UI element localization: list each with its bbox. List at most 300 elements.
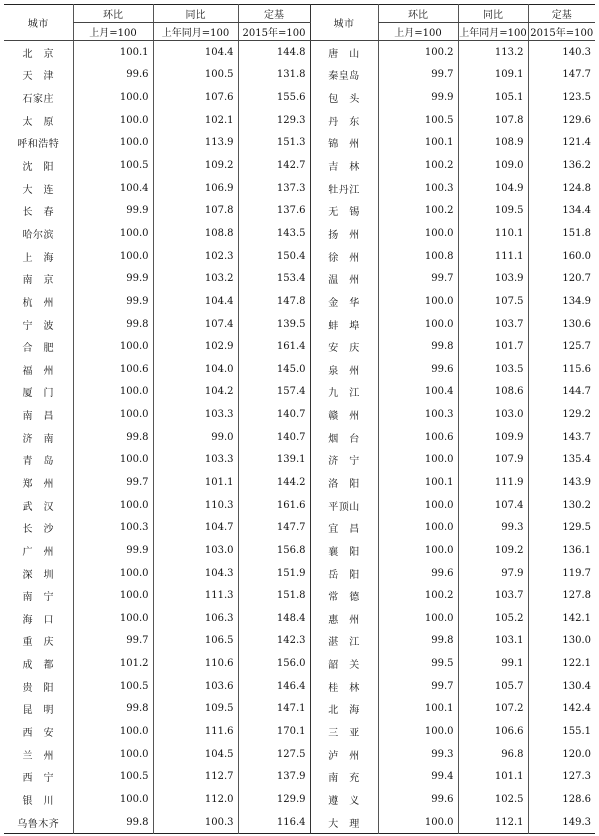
cell-mom-left: 100.0 (73, 109, 153, 132)
cell-city-right: 温 州 (310, 267, 378, 290)
cell-city-right: 襄 阳 (310, 539, 378, 562)
header-base-sub-left: 2015年=100 (238, 23, 310, 41)
cell-city-left: 太 原 (22, 116, 54, 128)
cell-city-left: 合 肥 (22, 343, 54, 355)
cell-mom-left: 100.0 (73, 449, 153, 472)
cell-yoy-left: 111.6 (153, 720, 238, 743)
cell-base-left: 137.9 (238, 766, 310, 789)
cell-mom-right: 100.3 (378, 403, 458, 426)
cell-yoy-right: 105.2 (458, 607, 528, 630)
cell-base-left: 151.3 (238, 132, 310, 155)
cell-base-right: 142.4 (528, 698, 595, 721)
cell-yoy-left: 103.3 (153, 403, 238, 426)
cell-mom-left: 100.0 (73, 788, 153, 811)
cell-base-right: 130.6 (528, 313, 595, 336)
cell-yoy-right: 111.1 (458, 245, 528, 268)
cell-mom-left: 99.9 (73, 267, 153, 290)
cell-city-left: 宁 波 (22, 320, 54, 332)
cell-city-left: 长 沙 (22, 524, 54, 536)
cell-city-left: 哈尔滨 (22, 229, 54, 241)
cell-base-right: 127.3 (528, 766, 595, 789)
table-row (4, 381, 595, 404)
cell-mom-left: 100.4 (73, 177, 153, 200)
cell-base-right: 151.8 (528, 222, 595, 245)
cell-base-right: 143.7 (528, 426, 595, 449)
cell-mom-left: 101.2 (73, 652, 153, 675)
cell-mom-left: 100.0 (73, 403, 153, 426)
cell-city-right: 安 庆 (310, 335, 378, 358)
header-base-right: 定基 (528, 5, 595, 23)
cell-yoy-left: 103.0 (153, 539, 238, 562)
table-row (4, 607, 595, 630)
cell-yoy-left: 104.4 (153, 290, 238, 313)
table-row (4, 562, 595, 585)
cell-city-right: 无 锡 (310, 199, 378, 222)
cell-yoy-right: 110.1 (458, 222, 528, 245)
cell-yoy-right: 109.9 (458, 426, 528, 449)
cell-mom-left: 99.8 (73, 698, 153, 721)
cell-city-left: 海 口 (22, 614, 54, 626)
cell-city-right: 九 江 (310, 381, 378, 404)
cell-mom-left: 100.0 (73, 245, 153, 268)
cell-mom-left: 100.5 (73, 154, 153, 177)
table-row (4, 86, 595, 109)
header-row-sub (4, 23, 595, 41)
cell-yoy-right: 112.1 (458, 811, 528, 834)
cell-city-right: 烟 台 (310, 426, 378, 449)
cell-mom-right: 100.0 (378, 720, 458, 743)
cell-yoy-right: 107.8 (458, 109, 528, 132)
cell-base-right: 120.0 (528, 743, 595, 766)
cell-mom-right: 100.3 (378, 177, 458, 200)
table-row (4, 177, 595, 200)
price-index-table (4, 4, 595, 834)
cell-mom-right: 100.0 (378, 222, 458, 245)
cell-base-right: 143.9 (528, 471, 595, 494)
cell-yoy-right: 99.3 (458, 516, 528, 539)
cell-city-left: 武 汉 (22, 501, 54, 513)
cell-city-left: 杭 州 (22, 297, 54, 309)
cell-city-left: 银 川 (22, 795, 54, 807)
cell-yoy-right: 109.5 (458, 199, 528, 222)
cell-mom-left: 99.9 (73, 199, 153, 222)
cell-mom-right: 99.8 (378, 335, 458, 358)
cell-yoy-left: 110.6 (153, 652, 238, 675)
cell-base-left: 139.1 (238, 449, 310, 472)
cell-yoy-left: 104.7 (153, 516, 238, 539)
cell-mom-right: 100.0 (378, 539, 458, 562)
cell-yoy-right: 102.5 (458, 788, 528, 811)
cell-base-left: 155.6 (238, 86, 310, 109)
cell-yoy-left: 111.3 (153, 584, 238, 607)
cell-mom-left: 100.0 (73, 222, 153, 245)
cell-city-left: 南 京 (22, 275, 54, 287)
cell-mom-left: 100.3 (73, 516, 153, 539)
cell-city-left: 济 南 (22, 433, 54, 445)
cell-mom-left: 100.0 (73, 132, 153, 155)
header-city-right: 城市 (310, 5, 378, 41)
cell-yoy-right: 103.5 (458, 358, 528, 381)
cell-mom-right: 100.5 (378, 109, 458, 132)
cell-mom-left: 100.0 (73, 607, 153, 630)
cell-yoy-right: 97.9 (458, 562, 528, 585)
cell-base-left: 145.0 (238, 358, 310, 381)
cell-base-right: 129.6 (528, 109, 595, 132)
cell-mom-left: 100.0 (73, 562, 153, 585)
cell-yoy-right: 108.6 (458, 381, 528, 404)
cell-mom-left: 100.0 (73, 86, 153, 109)
cell-mom-left: 100.0 (73, 494, 153, 517)
cell-city-left: 上 海 (22, 252, 54, 264)
cell-base-right: 130.2 (528, 494, 595, 517)
table-row (4, 426, 595, 449)
cell-city-right: 常 德 (310, 584, 378, 607)
cell-base-right: 129.5 (528, 516, 595, 539)
cell-city-right: 惠 州 (310, 607, 378, 630)
cell-mom-right: 100.0 (378, 494, 458, 517)
cell-mom-right: 100.6 (378, 426, 458, 449)
cell-yoy-right: 103.7 (458, 584, 528, 607)
cell-city-left: 厦 门 (22, 388, 54, 400)
cell-base-left: 139.5 (238, 313, 310, 336)
cell-yoy-left: 104.2 (153, 381, 238, 404)
cell-yoy-right: 106.6 (458, 720, 528, 743)
table-row (4, 698, 595, 721)
cell-base-right: 142.1 (528, 607, 595, 630)
cell-city-right: 岳 阳 (310, 562, 378, 585)
cell-yoy-right: 104.9 (458, 177, 528, 200)
cell-base-right: 129.2 (528, 403, 595, 426)
table-row (4, 630, 595, 653)
cell-mom-left: 100.5 (73, 766, 153, 789)
cell-mom-right: 100.0 (378, 290, 458, 313)
cell-yoy-left: 106.9 (153, 177, 238, 200)
cell-mom-right: 99.7 (378, 64, 458, 87)
table-row (4, 449, 595, 472)
header-city-left: 城市 (4, 5, 73, 41)
table-row (4, 335, 595, 358)
cell-yoy-right: 105.1 (458, 86, 528, 109)
cell-mom-right: 100.2 (378, 154, 458, 177)
cell-yoy-left: 108.8 (153, 222, 238, 245)
header-mom-right: 环比 (378, 5, 458, 23)
price-index-table-container (4, 4, 595, 834)
cell-yoy-right: 107.9 (458, 449, 528, 472)
cell-city-right: 大 理 (310, 811, 378, 834)
cell-base-left: 129.3 (238, 109, 310, 132)
cell-base-right: 160.0 (528, 245, 595, 268)
cell-city-left: 石家庄 (22, 94, 54, 106)
cell-base-right: 123.5 (528, 86, 595, 109)
cell-city-left: 沈 阳 (22, 162, 54, 174)
cell-mom-right: 100.0 (378, 313, 458, 336)
cell-city-left: 兰 州 (22, 750, 54, 762)
cell-city-right: 徐 州 (310, 245, 378, 268)
cell-mom-left: 100.5 (73, 675, 153, 698)
header-mom-sub-left: 上月=100 (73, 23, 153, 41)
cell-base-right: 124.8 (528, 177, 595, 200)
cell-city-right: 丹 东 (310, 109, 378, 132)
cell-city-left: 天 津 (22, 71, 54, 83)
cell-yoy-left: 103.2 (153, 267, 238, 290)
cell-mom-right: 100.2 (378, 41, 458, 64)
table-row (4, 516, 595, 539)
table-row (4, 199, 595, 222)
table-row (4, 403, 595, 426)
cell-yoy-left: 106.3 (153, 607, 238, 630)
cell-city-left: 深 圳 (22, 569, 54, 581)
cell-base-left: 147.7 (238, 516, 310, 539)
header-mom-sub-right: 上月=100 (378, 23, 458, 41)
table-row (4, 222, 595, 245)
cell-yoy-right: 99.1 (458, 652, 528, 675)
header-yoy-left: 同比 (153, 5, 238, 23)
header-yoy-sub-right: 上年同月=100 (458, 23, 528, 41)
cell-base-left: 142.7 (238, 154, 310, 177)
cell-mom-right: 100.1 (378, 132, 458, 155)
cell-city-right: 泉 州 (310, 358, 378, 381)
cell-base-left: 137.6 (238, 199, 310, 222)
cell-mom-left: 99.8 (73, 426, 153, 449)
cell-base-left: 146.4 (238, 675, 310, 698)
table-row (4, 584, 595, 607)
cell-mom-right: 99.6 (378, 562, 458, 585)
cell-mom-right: 100.0 (378, 811, 458, 834)
cell-base-left: 156.0 (238, 652, 310, 675)
cell-mom-right: 100.2 (378, 584, 458, 607)
cell-mom-right: 99.8 (378, 630, 458, 653)
cell-yoy-left: 103.6 (153, 675, 238, 698)
cell-yoy-left: 107.6 (153, 86, 238, 109)
cell-yoy-left: 104.3 (153, 562, 238, 585)
table-row (4, 788, 595, 811)
table-row (4, 471, 595, 494)
cell-yoy-left: 103.3 (153, 449, 238, 472)
cell-city-right: 金 华 (310, 290, 378, 313)
cell-base-left: 150.4 (238, 245, 310, 268)
cell-city-right: 洛 阳 (310, 471, 378, 494)
cell-yoy-left: 100.3 (153, 811, 238, 834)
cell-mom-left: 99.8 (73, 811, 153, 834)
header-yoy-right: 同比 (458, 5, 528, 23)
cell-base-right: 122.1 (528, 652, 595, 675)
cell-city-left: 长 春 (22, 207, 54, 219)
cell-city-left: 南 宁 (22, 592, 54, 604)
cell-city-left: 青 岛 (22, 456, 54, 468)
table-row (4, 494, 595, 517)
table-row (4, 358, 595, 381)
cell-mom-right: 99.5 (378, 652, 458, 675)
cell-yoy-right: 107.5 (458, 290, 528, 313)
table-row (4, 154, 595, 177)
cell-city-left: 乌鲁木齐 (17, 818, 60, 830)
cell-city-right: 平顶山 (310, 494, 378, 517)
cell-base-right: 121.4 (528, 132, 595, 155)
cell-base-right: 147.7 (528, 64, 595, 87)
header-yoy-sub-left: 上年同月=100 (153, 23, 238, 41)
cell-mom-right: 100.1 (378, 698, 458, 721)
table-row (4, 652, 595, 675)
cell-base-left: 147.1 (238, 698, 310, 721)
cell-base-left: 161.4 (238, 335, 310, 358)
cell-base-left: 161.6 (238, 494, 310, 517)
cell-yoy-right: 105.7 (458, 675, 528, 698)
table-row (4, 132, 595, 155)
cell-mom-left: 99.9 (73, 290, 153, 313)
table-row (4, 811, 595, 834)
cell-yoy-left: 112.0 (153, 788, 238, 811)
cell-city-right: 桂 林 (310, 675, 378, 698)
cell-mom-left: 100.6 (73, 358, 153, 381)
cell-yoy-left: 110.3 (153, 494, 238, 517)
cell-base-left: 127.5 (238, 743, 310, 766)
cell-base-right: 149.3 (528, 811, 595, 834)
cell-city-left: 昆 明 (22, 705, 54, 717)
cell-yoy-right: 113.2 (458, 41, 528, 64)
cell-yoy-right: 107.4 (458, 494, 528, 517)
cell-base-left: 144.8 (238, 41, 310, 64)
cell-mom-left: 100.0 (73, 335, 153, 358)
header-base-sub-right: 2015年=100 (528, 23, 595, 41)
table-row (4, 64, 595, 87)
cell-yoy-left: 107.4 (153, 313, 238, 336)
cell-yoy-left: 109.2 (153, 154, 238, 177)
cell-mom-left: 99.6 (73, 64, 153, 87)
cell-base-right: 119.7 (528, 562, 595, 585)
cell-base-right: 128.6 (528, 788, 595, 811)
table-row (4, 290, 595, 313)
cell-base-right: 115.6 (528, 358, 595, 381)
cell-base-left: 142.3 (238, 630, 310, 653)
cell-mom-right: 100.1 (378, 471, 458, 494)
cell-base-left: 131.8 (238, 64, 310, 87)
cell-yoy-right: 103.9 (458, 267, 528, 290)
cell-yoy-right: 103.1 (458, 630, 528, 653)
table-row (4, 720, 595, 743)
cell-yoy-right: 109.0 (458, 154, 528, 177)
table-row (4, 743, 595, 766)
cell-yoy-right: 101.7 (458, 335, 528, 358)
cell-base-left: 140.7 (238, 426, 310, 449)
cell-base-left: 170.1 (238, 720, 310, 743)
cell-city-left: 西 宁 (22, 773, 54, 785)
cell-mom-right: 99.6 (378, 788, 458, 811)
cell-yoy-left: 100.5 (153, 64, 238, 87)
cell-base-left: 153.4 (238, 267, 310, 290)
cell-city-right: 泸 州 (310, 743, 378, 766)
cell-city-right: 遵 义 (310, 788, 378, 811)
cell-base-left: 116.4 (238, 811, 310, 834)
cell-city-left: 郑 州 (22, 478, 54, 490)
table-row (4, 766, 595, 789)
cell-yoy-right: 107.2 (458, 698, 528, 721)
cell-yoy-left: 113.9 (153, 132, 238, 155)
cell-base-left: 151.9 (238, 562, 310, 585)
cell-mom-left: 100.1 (73, 41, 153, 64)
cell-base-left: 151.8 (238, 584, 310, 607)
table-row (4, 41, 595, 64)
cell-base-left: 144.2 (238, 471, 310, 494)
cell-base-right: 155.1 (528, 720, 595, 743)
cell-city-right: 南 充 (310, 766, 378, 789)
cell-base-right: 136.2 (528, 154, 595, 177)
cell-city-right: 韶 关 (310, 652, 378, 675)
cell-mom-left: 99.7 (73, 471, 153, 494)
cell-yoy-right: 103.0 (458, 403, 528, 426)
cell-mom-right: 99.3 (378, 743, 458, 766)
cell-base-left: 148.4 (238, 607, 310, 630)
cell-city-right: 宜 昌 (310, 516, 378, 539)
table-row (4, 675, 595, 698)
cell-mom-left: 99.9 (73, 539, 153, 562)
cell-mom-left: 99.7 (73, 630, 153, 653)
cell-yoy-right: 101.1 (458, 766, 528, 789)
cell-base-left: 143.5 (238, 222, 310, 245)
cell-yoy-left: 102.9 (153, 335, 238, 358)
cell-mom-right: 99.6 (378, 358, 458, 381)
cell-city-left: 成 都 (22, 660, 54, 672)
cell-mom-left: 99.8 (73, 313, 153, 336)
cell-city-right: 北 海 (310, 698, 378, 721)
cell-city-left: 贵 阳 (22, 682, 54, 694)
cell-yoy-right: 109.1 (458, 64, 528, 87)
cell-mom-right: 100.0 (378, 607, 458, 630)
cell-mom-left: 100.0 (73, 743, 153, 766)
table-body (4, 41, 595, 834)
cell-base-left: 147.8 (238, 290, 310, 313)
cell-yoy-left: 104.4 (153, 41, 238, 64)
cell-yoy-left: 102.1 (153, 109, 238, 132)
cell-city-left: 西 安 (22, 728, 54, 740)
cell-base-right: 136.1 (528, 539, 595, 562)
cell-city-right: 秦皇岛 (310, 64, 378, 87)
cell-city-right: 唐 山 (310, 41, 378, 64)
cell-mom-right: 100.2 (378, 199, 458, 222)
cell-yoy-right: 109.2 (458, 539, 528, 562)
cell-yoy-left: 99.0 (153, 426, 238, 449)
cell-base-right: 130.4 (528, 675, 595, 698)
table-row (4, 267, 595, 290)
cell-yoy-left: 107.8 (153, 199, 238, 222)
cell-city-right: 包 头 (310, 86, 378, 109)
cell-city-left: 大 连 (22, 184, 54, 196)
cell-mom-right: 100.0 (378, 449, 458, 472)
cell-city-left: 北 京 (22, 48, 54, 60)
header-base-left: 定基 (238, 5, 310, 23)
cell-mom-right: 100.4 (378, 381, 458, 404)
cell-city-left: 重 庆 (22, 637, 54, 649)
cell-city-right: 牡丹江 (310, 177, 378, 200)
cell-base-left: 137.3 (238, 177, 310, 200)
cell-base-left: 140.7 (238, 403, 310, 426)
header-mom-left: 环比 (73, 5, 153, 23)
cell-mom-right: 99.9 (378, 86, 458, 109)
cell-base-right: 134.9 (528, 290, 595, 313)
cell-mom-left: 100.0 (73, 381, 153, 404)
cell-city-left: 广 州 (22, 546, 54, 558)
cell-mom-right: 100.8 (378, 245, 458, 268)
cell-city-right: 扬 州 (310, 222, 378, 245)
cell-city-left: 福 州 (22, 365, 54, 377)
cell-mom-right: 99.4 (378, 766, 458, 789)
cell-mom-right: 99.7 (378, 675, 458, 698)
cell-mom-left: 100.0 (73, 720, 153, 743)
cell-yoy-left: 102.3 (153, 245, 238, 268)
cell-base-right: 135.4 (528, 449, 595, 472)
table-row (4, 109, 595, 132)
cell-base-right: 125.7 (528, 335, 595, 358)
cell-city-right: 湛 江 (310, 630, 378, 653)
